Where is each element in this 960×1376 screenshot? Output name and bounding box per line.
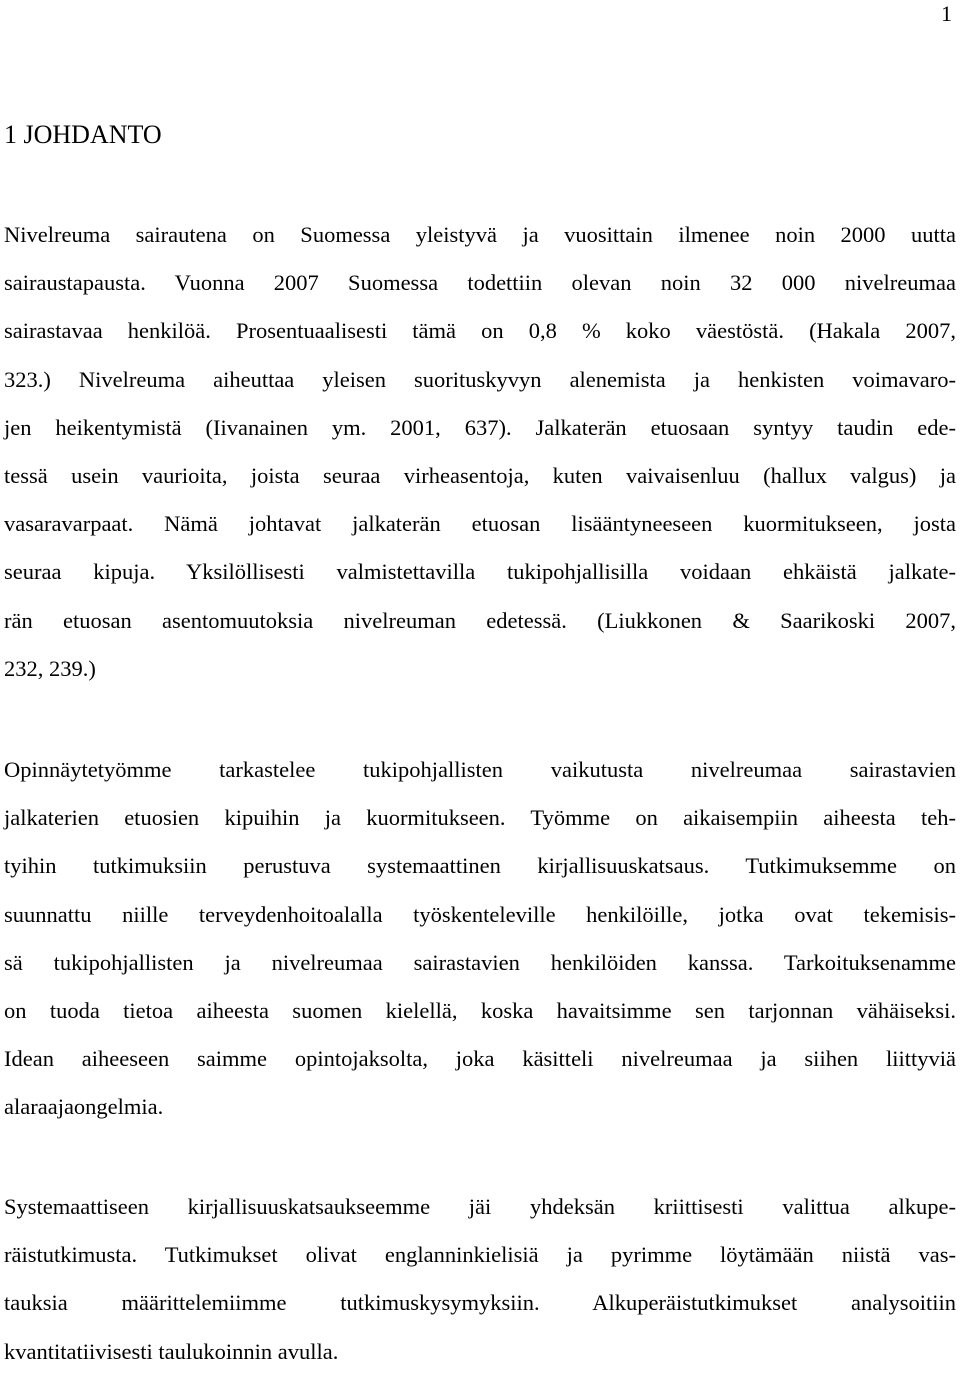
text-line: suunnattu niille terveydenhoitoalalla työskenteleville henkilöille, jotka ovat tekemisis- [4, 901, 956, 927]
text-line: 323.) Nivelreuma aiheuttaa yleisen suorituskyvyn alenemista ja henkisten voimavaro- [4, 366, 956, 392]
text-line: räistutkimusta. Tutkimukset olivat englanninkielisiä ja pyrimme löytämään niistä vas- [4, 1242, 956, 1268]
text-line: tyihin tutkimuksiin perustuva systemaattinen kirjallisuuskatsaus. Tutkimuksemme on [4, 853, 956, 879]
text-line: on tuoda tietoa aiheesta suomen kielellä, koska havaitsimme sen tarjonnan vähäiseksi. [4, 998, 956, 1024]
text-line: Nivelreuma sairautena on Suomessa yleistyvä ja vuosittain ilmenee noin 2000 uutta [4, 222, 956, 247]
text-line: sä tukipohjallisten ja nivelreumaa sairastavien henkilöiden kanssa. Tarkoituksenamme [4, 949, 956, 975]
text-line: Idean aiheeseen saimme opintojaksolta, joka käsitteli nivelreumaa ja siihen liittyviä [4, 1046, 956, 1072]
text-line: tessä usein vaurioita, joista seuraa virheasentoja, kuten vaivaisenluu (hallux valgus) ja [4, 463, 956, 489]
text-line: Opinnäytetyömme tarkastelee tukipohjallisten vaikutusta nivelreumaa sairastavien [4, 757, 956, 782]
text-line: tauksia määrittelemiimme tutkimuskysymyksiin. Alkuperäistutkimukset analysoitiin [4, 1290, 956, 1316]
chapter-heading: 1 JOHDANTO [4, 120, 162, 149]
text-line: jalkaterien etuosien kipuihin ja kuormitukseen. Työmme on aikaisempiin aiheesta teh- [4, 805, 956, 831]
text-line: sairaustapausta. Vuonna 2007 Suomessa todettiin olevan noin 32 000 nivelreumaa [4, 270, 956, 296]
text-line: 232, 239.) [4, 655, 96, 681]
text-line: Systemaattiseen kirjallisuuskatsaukseemme jäi yhdeksän kriittisesti valittua alkupe- [4, 1194, 956, 1219]
paragraph-review-summary [4, 1183, 956, 1376]
text-line: alaraajaongelmia. [4, 1094, 164, 1120]
paragraph-intro [4, 211, 956, 693]
text-line: seuraa kipuja. Yksilöllisesti valmistettavilla tukipohjallisilla voidaan ehkäistä jalkate- [4, 559, 956, 585]
text-line: jen heikentymistä (Iivanainen ym. 2001, 637). Jalkaterän etuosaan syntyy taudin ede- [4, 414, 956, 440]
paragraph-thesis-scope [4, 746, 956, 1132]
text-line: vasaravarpaat. Nämä johtavat jalkaterän etuosan lisääntyneeseen kuormitukseen, josta [4, 511, 956, 537]
text-line: sairastavaa henkilöä. Prosentuaalisesti tämä on 0,8 % koko väestöstä. (Hakala 2007, [4, 318, 956, 344]
text-line: rän etuosan asentomuutoksia nivelreuman edetessä. (Liukkonen & Saarikoski 2007, [4, 607, 956, 633]
page-number: 1 [941, 1, 952, 26]
text-line: kvantitatiivisesti taulukoinnin avulla. [4, 1338, 339, 1364]
